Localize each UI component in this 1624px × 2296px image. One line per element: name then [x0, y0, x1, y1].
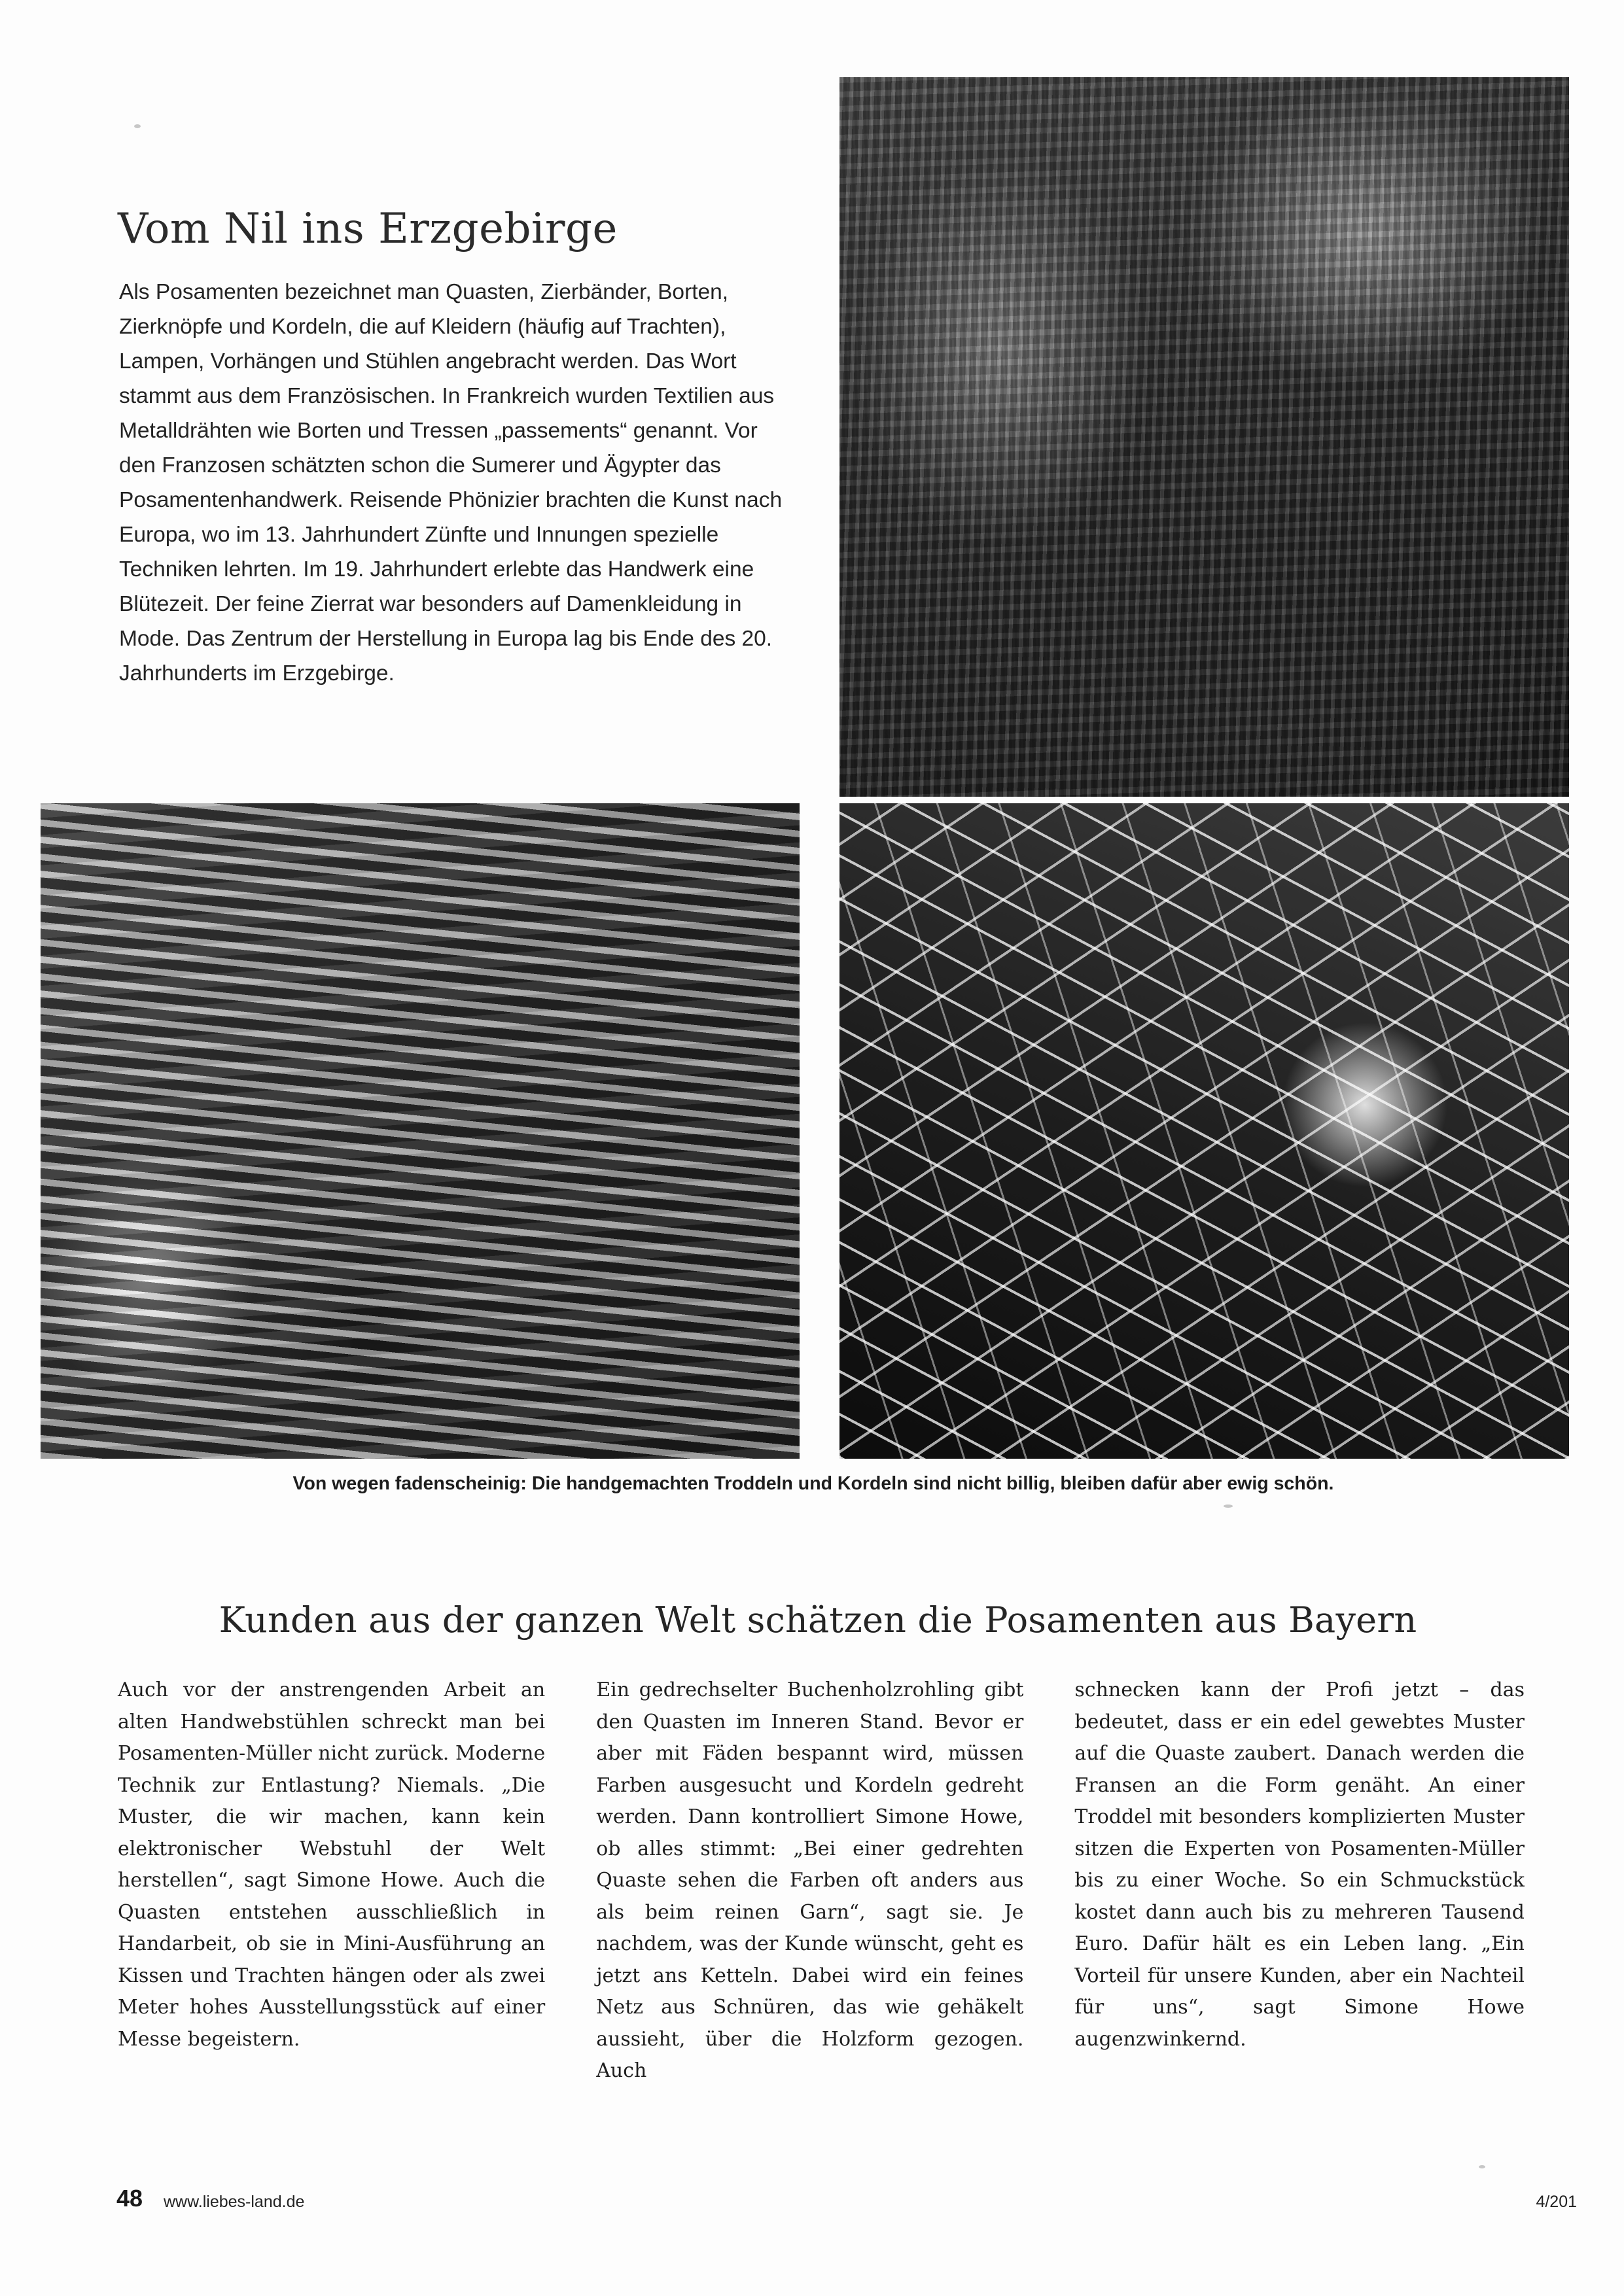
photo-workshop	[839, 77, 1569, 797]
footer-issue: 4/201	[1536, 2193, 1577, 2211]
footer-page-number: 48	[116, 2185, 143, 2212]
intro-paragraph: Als Posamenten bezeichnet man Quasten, Zierbänder, Borten, Zierknöpfe und Kordeln, die auf Kleidern (häufig auf Trachten), Lampen, Vorhängen und Stühlen angebracht werden. Das Wort stammt aus dem Französischen. In Frankreich wurden Textilien aus Metalldrähten wie Borten und Tressen „passements“ genannt. Vor den Franzosen schätzten schon die Sumerer und Ägypter das Posamentenhandwerk. Reisende Phönizier brachten die Kunst nach Europa, wo im 13. Jahrhundert Zünfte und Innungen spezielle Techniken lehrten. Im 19. Jahrhundert erlebte das Handwerk eine Blütezeit. Der feine Zierrat war besonders auf Damenkleidung in Mode. Das Zentrum der Herstellung in Europa lag bis Ende des 20. Jahrhunderts im Erzgebirge.	[119, 280, 783, 686]
photo-threads	[839, 803, 1569, 1459]
body-columns	[118, 1675, 1525, 2087]
scan-speckle	[134, 124, 141, 128]
page-title: Vom Nil ins Erzgebirge	[118, 204, 618, 253]
footer-website: www.liebes-land.de	[164, 2193, 305, 2211]
scan-speckle	[1479, 2165, 1485, 2168]
body-column-1: Auch vor der anstrengenden Arbeit an alten Handwebstühlen schreckt man bei Posamenten-Müller nicht zurück. Moderne Technik zur Entlastung? Niemals. „Die Muster, die wir machen, kann kein elektronischer Webstuhl der Welt herstellen“, sagt Simone Howe. Auch die Quasten entstehen ausschließlich in Handarbeit, ob sie in Mini-Ausführung an Kissen und Trachten hängen oder als zwei Meter hohes Ausstellungsstück auf einer Messe begeistern.	[118, 1679, 546, 2051]
body-column-2: Ein gedrechselter Buchenholzrohling gibt den Quasten im Inneren Stand. Bevor er aber mit Fäden bespannt wird, müssen Farben ausgesucht und Kordeln gedreht werden. Dann kontrolliert Simone Howe, ob alles stimmt: „Bei einer gedrehten Quaste sehen die Farben oft anders aus als beim reinen Garn“, sagt sie. Je nachdem, was der Kunde wünscht, geht es jetzt ans Ketteln. Dabei wird ein feines Netz aus Schnüren, das wie gehäkelt aussieht, über die Holzform gezogen. Auch	[596, 1679, 1024, 2082]
photo-tassels-image	[41, 803, 800, 1459]
body-column-3: schnecken kann der Profi jetzt – das bedeutet, dass er ein edel gewebtes Muster auf die Quaste zaubert. Danach werden die Fransen an die Form genäht. An einer Troddel mit besonders komplizierten Muster sitzen die Experten von Posamenten-Müller bis zu einer Woche. So ein Schmuckstück kostet dann auch bis zu mehreren Tausend Euro. Dafür hält es ein Leben lang. „Ein Vorteil für unsere Kunden, aber ein Nachteil für uns“, sagt Simone Howe augenzwinkernd.	[1074, 1679, 1525, 2051]
photo-workshop-image	[839, 77, 1569, 797]
scan-speckle	[1224, 1505, 1233, 1508]
photo-caption: Von wegen fadenscheinig: Die handgemachten Troddeln und Kordeln sind nicht billig, bleiben dafür aber ewig schön.	[292, 1473, 1334, 1494]
photo-threads-image	[839, 803, 1569, 1459]
section-subheadline: Kunden aus der ganzen Welt schätzen die Posamenten aus Bayern	[219, 1599, 1417, 1641]
photo-tassels	[41, 803, 800, 1459]
